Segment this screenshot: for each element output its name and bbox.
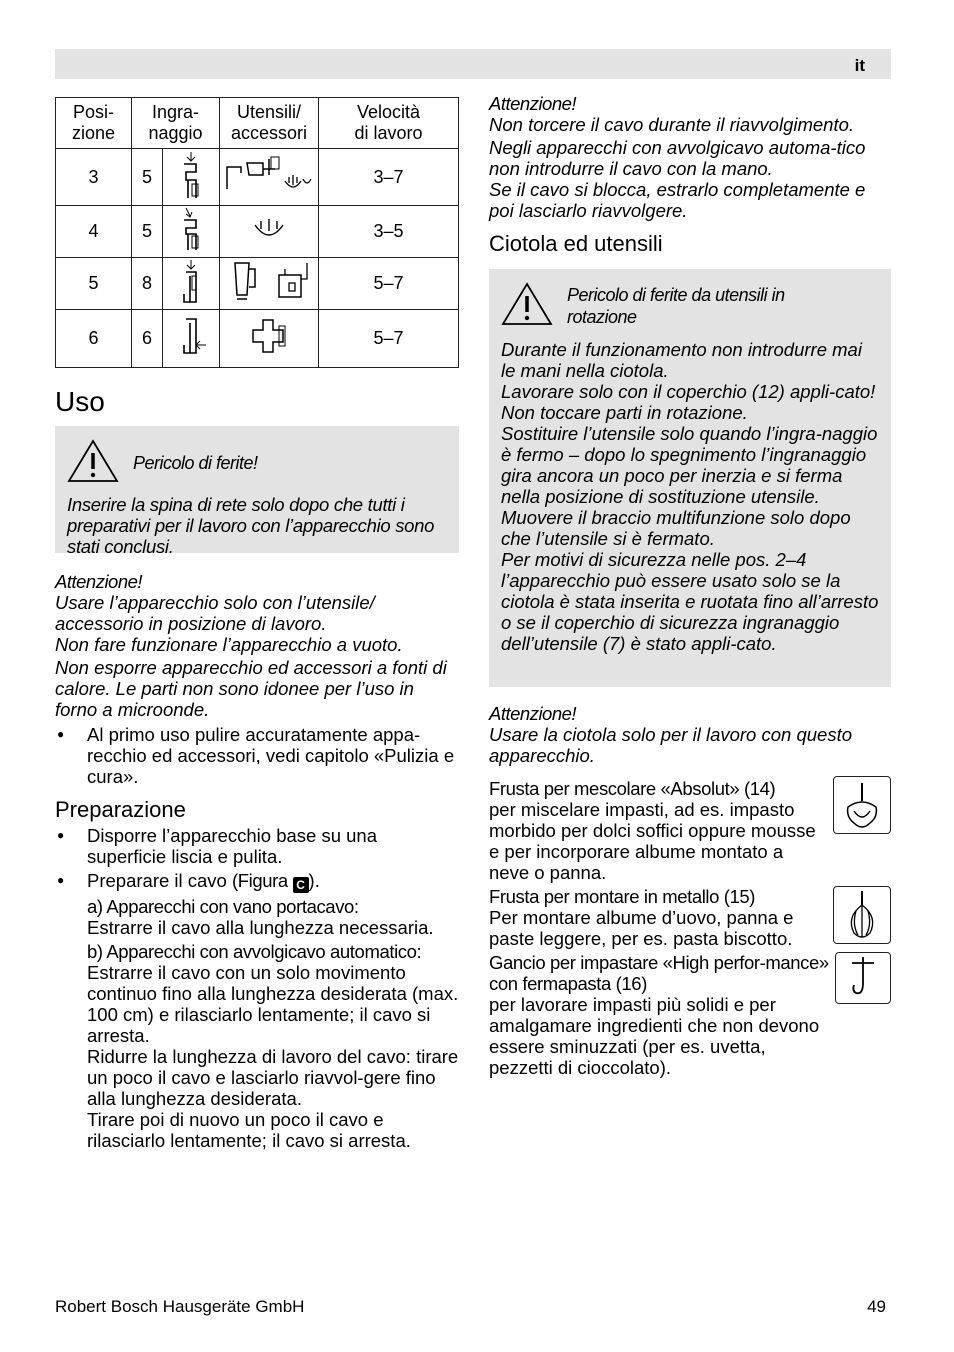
attention-text: Non fare funzionare l’apparecchio a vuoto. [55,634,403,655]
cell-gear: 5 [132,149,163,206]
footer-company: Robert Bosch Hausgeräte GmbH [55,1297,305,1316]
warning-text: Per motivi di sicurezza nelle pos. 2–4 l’apparecchio può essere usato solo se la ciotola è stata inserita e ruotata fino all’arresto o se il coperchio di sicurezza ingranaggio dell’utensile (7) è stato appli-cato. [501,549,879,654]
table-row [56,149,459,206]
warning-text: Lavorare solo con il coperchio (12) appli-cato! Non toccare parti in rotazione. [501,381,876,423]
warning-text: Durante il funzionamento non introdurre mai le mani nella ciotola. [501,339,862,381]
section-title-preparazione: Preparazione [55,797,186,822]
gear-position-icon [163,149,220,206]
language-tag: it [854,56,865,75]
attention-text: Non torcere il cavo durante il riavvolgimento. [489,114,855,135]
accessory-item [489,778,891,883]
attention-text: Usare l’apparecchio solo con l’utensile/ accessorio in posizione di lavoro. [55,592,375,634]
accessory-title: Frusta per mescolare «Absolut» (14) [489,778,776,799]
header-tools: Utensili/ accessori [220,98,319,149]
blender-and-processor-icon [220,258,319,310]
right-column [489,93,891,1078]
attention-title: Attenzione! [489,93,577,114]
cell-speed: 5–7 [319,310,459,368]
warning-title: Pericolo di ferite da utensili in rotazione [567,285,785,327]
cell-gear: 6 [132,310,163,368]
cell-position: 5 [56,258,132,310]
subheading: b) Apparecchi con avvolgicavo automatico: [87,941,422,962]
warning-text: Sostituire l’utensile solo quando l’ingra-naggio è fermo – dopo lo spegnimento l’ingranaggio gira ancora un poco per inerzia e si ferma nella posizione di sostituzione utensile. [501,423,878,507]
cell-position: 6 [56,310,132,368]
cell-speed: 3–5 [319,206,459,258]
warning-text: Muovere il braccio multifunzione solo dopo che l’utensile si è fermato. [501,507,851,549]
cell-speed: 3–7 [319,149,459,206]
header-speed: Velocità di lavoro [319,98,459,149]
mincer-tool-icon [220,310,319,368]
left-column [55,97,459,1151]
list-item: ● Al primo uso pulire accuratamente appa-recchio ed accessori, vedi capitolo «Pulizia e cura». [55,724,459,787]
accessory-text: per lavorare impasti più solidi e per amalgamare ingredienti che non devono essere sminuzzati (per es. uvetta, pezzetti di cioccolato). [489,994,820,1078]
beating-whisk-icon [833,886,891,944]
cell-speed: 5–7 [319,258,459,310]
cell-gear: 8 [132,258,163,310]
accessory-title: Gancio per impastare «High perfor-mance» con fermapasta (16) [489,952,829,994]
whisk-tool-icon [220,206,319,258]
paragraph: Estrarre il cavo con un solo movimento continuo fino alla lunghezza desiderata (max. 100 cm) e rilasciarlo lentamente; il cavo si arresta. [87,962,459,1046]
cell-position: 4 [56,206,132,258]
header-position: Posi- zione [56,98,132,149]
gear-position-icon [163,206,220,258]
accessory-title: Frusta per montare in metallo (15) [489,886,756,907]
cell-position: 3 [56,149,132,206]
warning-text: Inserire la spina di rete solo dopo che tutti i preparativi per il lavoro con l’apparecchio sono stati conclusi. [67,494,435,557]
warning-triangle-icon [67,438,119,488]
list-item: ● Disporre l’apparecchio base su una superficie liscia e pulita. [55,825,459,867]
gear-position-icon [163,310,220,368]
figure-c-icon: C [293,877,309,893]
gear-position-icon [163,258,220,310]
mixing-whisk-icon [833,776,891,834]
header-gear: Ingra- naggio [132,98,220,149]
paragraph: Ridurre la lunghezza di lavoro del cavo: tirare un poco il cavo e lasciarlo riavvol-gere fino alla lunghezza desiderata. [87,1046,459,1109]
attention-title: Attenzione! [489,703,577,724]
attention-title: Attenzione! [55,571,143,592]
section-title-uso: Uso [55,386,105,417]
footer-page-number: 49 [867,1297,886,1316]
accessory-text: per miscelare impasti, ad es. impasto morbido per dolci soffici oppure mousse e per incorporare albume montato a neve o panna. [489,799,816,883]
attention-text: Non esporre apparecchio ed accessori a fonti di calore. Le parti non sono idonee per l’uso in forno a microonde. [55,657,447,720]
accessory-text: Per montare albume d’uovo, panna e paste leggere, per es. pasta biscotto. [489,907,794,949]
attention-text: Usare la ciotola solo per il lavoro con questo apparecchio. [489,724,852,766]
paragraph: Tirare poi di nuovo un poco il cavo e rilasciarlo lentamente; il cavo si arresta. [87,1109,411,1151]
warning-triangle-icon [501,281,553,331]
dough-hook-icon [835,952,891,1004]
accessory-item [489,886,891,949]
attention-text: Se il cavo si blocca, estrarlo completamente e poi lasciarlo riavvolgere. [489,179,866,221]
accessory-item [489,952,891,1078]
subheading: a) Apparecchi con vano portacavo: [87,896,359,917]
warning-title: Pericolo di ferite! [133,453,258,473]
cell-gear: 5 [132,206,163,258]
table-row [56,206,459,258]
table-row [56,258,459,310]
warning-box [489,269,891,687]
warning-box [55,426,459,557]
section-title-ciotola: Ciotola ed utensili [489,231,663,256]
table-row [56,310,459,368]
position-table [55,97,459,368]
header-bar [55,49,891,79]
list-item: ● Preparare il cavo (Figura C ). [55,870,459,893]
paragraph: Estrarre il cavo alla lunghezza necessaria. [87,917,434,938]
attention-text: Negli apparecchi con avvolgicavo automa-tico non introdurre il cavo con la mano. [489,137,866,179]
tools-icon [220,149,319,206]
table-header-row [56,98,459,149]
